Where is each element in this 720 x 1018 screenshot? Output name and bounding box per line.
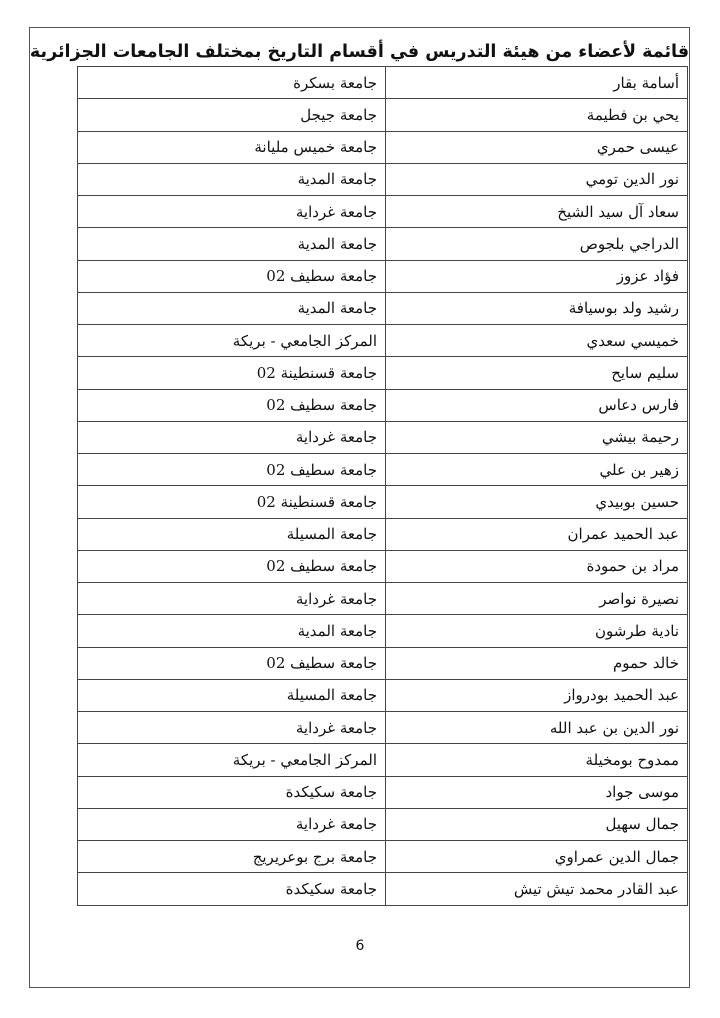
table-row — [78, 228, 688, 260]
table-row — [78, 260, 688, 292]
member-name: عيسى حمري — [386, 131, 688, 163]
table-row — [78, 647, 688, 679]
member-name: مراد بن حمودة — [386, 550, 688, 582]
table-row — [78, 454, 688, 486]
member-name: نادية طرشون — [386, 615, 688, 647]
member-name: جمال الدين عمراوي — [386, 841, 688, 873]
table-row — [78, 67, 688, 99]
member-university: جامعة بسكرة — [78, 67, 386, 99]
member-name: نصيرة نواصر — [386, 583, 688, 615]
table-row — [78, 744, 688, 776]
member-name: جمال سهيل — [386, 808, 688, 840]
faculty-table — [77, 66, 688, 906]
member-name: فؤاد عزوز — [386, 260, 688, 292]
member-name: رحيمة بيشي — [386, 421, 688, 453]
table-row — [78, 583, 688, 615]
table-row — [78, 325, 688, 357]
member-university: المركز الجامعي - بريكة — [78, 325, 386, 357]
member-name: نور الدين بن عبد الله — [386, 712, 688, 744]
member-university: جامعة خميس مليانة — [78, 131, 386, 163]
member-university: جامعة المسيلة — [78, 518, 386, 550]
member-university: جامعة سطيف 02 — [78, 260, 386, 292]
member-name: سليم سايح — [386, 357, 688, 389]
member-university: جامعة سطيف 02 — [78, 550, 386, 582]
table-row — [78, 808, 688, 840]
member-university: جامعة قسنطينة 02 — [78, 486, 386, 518]
member-name: عبد الحميد عمران — [386, 518, 688, 550]
member-name: أسامة بقار — [386, 67, 688, 99]
member-university: جامعة غرداية — [78, 808, 386, 840]
member-name: رشيد ولد بوسيافة — [386, 292, 688, 324]
member-university: جامعة سكيكدة — [78, 776, 386, 808]
document-title: قائمة لأعضاء من هيئة التدريس في أقسام التاريخ بمختلف الجامعات الجزائرية — [29, 42, 690, 62]
table-row — [78, 99, 688, 131]
table-row — [78, 389, 688, 421]
table-row — [78, 421, 688, 453]
member-university: جامعة سكيكدة — [78, 873, 386, 905]
member-name: الدراجي بلجوص — [386, 228, 688, 260]
member-name: يحي بن فطيمة — [386, 99, 688, 131]
member-university: جامعة غرداية — [78, 421, 386, 453]
member-university: جامعة المسيلة — [78, 679, 386, 711]
member-university: جامعة المدية — [78, 163, 386, 195]
table-row — [78, 679, 688, 711]
member-university: جامعة غرداية — [78, 583, 386, 615]
member-university: جامعة سطيف 02 — [78, 389, 386, 421]
table-row — [78, 292, 688, 324]
member-name: عبد الحميد بودرواز — [386, 679, 688, 711]
member-university: جامعة المدية — [78, 615, 386, 647]
table-row — [78, 163, 688, 195]
page-number: 6 — [355, 938, 365, 954]
member-university: جامعة المدية — [78, 292, 386, 324]
table-row — [78, 615, 688, 647]
member-name: خميسي سعدي — [386, 325, 688, 357]
member-name: موسى جواد — [386, 776, 688, 808]
table-row — [78, 196, 688, 228]
member-university: جامعة قسنطينة 02 — [78, 357, 386, 389]
table-row — [78, 518, 688, 550]
member-university: المركز الجامعي - بريكة — [78, 744, 386, 776]
member-name: خالد حموم — [386, 647, 688, 679]
member-university: جامعة غرداية — [78, 196, 386, 228]
member-university: جامعة برج بوعريريج — [78, 841, 386, 873]
member-name: ممدوح بومخيلة — [386, 744, 688, 776]
member-name: سعاد آل سيد الشيخ — [386, 196, 688, 228]
table-row — [78, 776, 688, 808]
table-row — [78, 131, 688, 163]
member-name: عبد القادر محمد تيش تيش — [386, 873, 688, 905]
member-university: جامعة المدية — [78, 228, 386, 260]
member-name: فارس دعاس — [386, 389, 688, 421]
faculty-table-body — [78, 67, 688, 906]
member-university: جامعة سطيف 02 — [78, 647, 386, 679]
member-name: حسين بوبيدي — [386, 486, 688, 518]
member-university: جامعة غرداية — [78, 712, 386, 744]
member-university: جامعة جيجل — [78, 99, 386, 131]
table-row — [78, 357, 688, 389]
table-row — [78, 486, 688, 518]
member-name: نور الدين تومي — [386, 163, 688, 195]
table-row — [78, 712, 688, 744]
member-name: زهير بن علي — [386, 454, 688, 486]
table-row — [78, 550, 688, 582]
member-university: جامعة سطيف 02 — [78, 454, 386, 486]
table-row — [78, 873, 688, 905]
table-row — [78, 841, 688, 873]
